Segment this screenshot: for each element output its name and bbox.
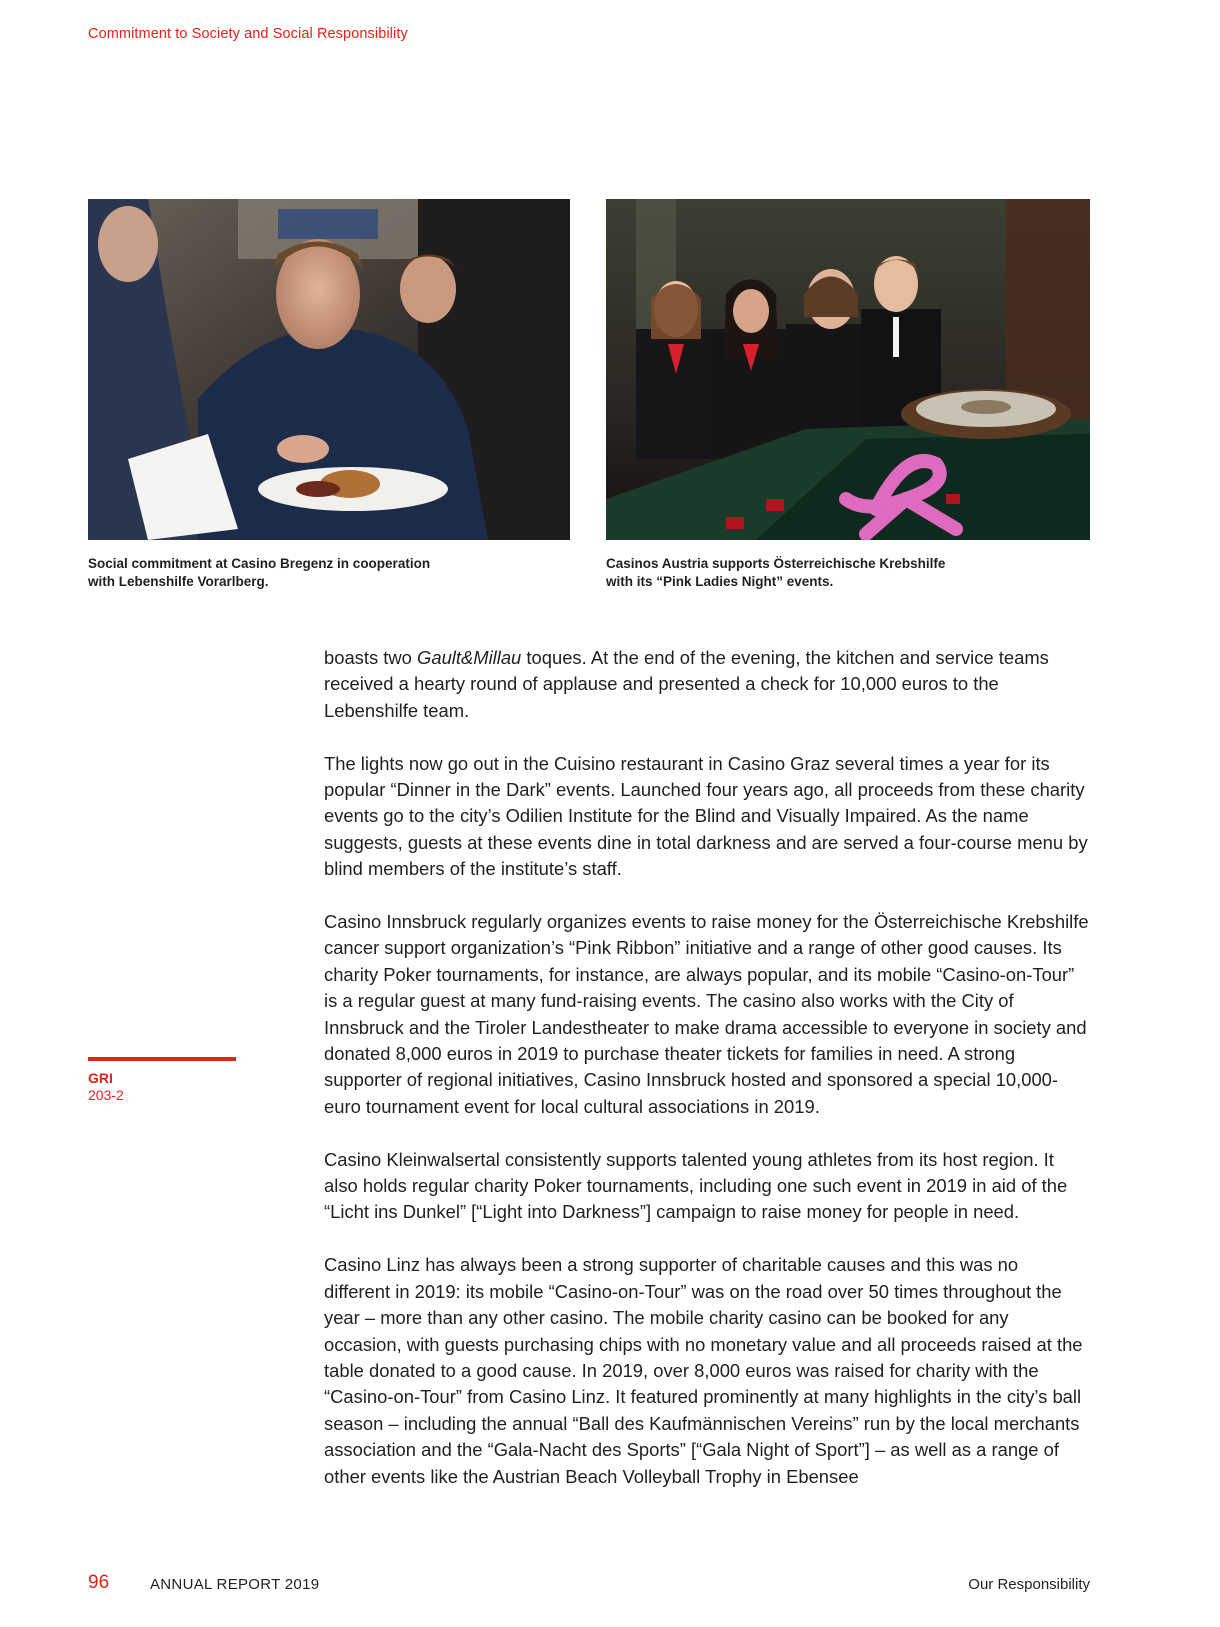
photo-caption-pink-ladies xyxy=(606,555,1006,591)
article-paragraph: Casino Kleinwalsertal consistently supports talented young athletes from its host region. It also holds regular charity Poker tournaments, including one such event in 2019 in aid of the “Licht ins Dunkel” [“Light into Darkness”] campaign to raise money for people in need. xyxy=(324,1148,1068,1223)
article-paragraph: Casino Linz has always been a strong supporter of charitable causes and this was no different in 2019: its mobile “Casino-on-Tour” was on the road over 50 times throughout the year – more than any other casino. The mobile charity casino can be booked for any occasion, with guests purchasing chips with no monetary value and all proceeds raised at the table donated to a good cause. In 2019, over 8,000 euros was raised for charity with the “Casino-on-Tour” from Casino Linz. It featured prominently at many highlights in the city’s ball season – including the annual “Ball des Kaufmännischen Vereins” run by the local merchants association and the “Gala-Nacht des Sports” [“Gala Night of Sport”] – as well as a range of other events like the Austrian Beach Volleyball Trophy in Ebensee xyxy=(324,1254,1083,1487)
running-head: Commitment to Society and Social Responsibility xyxy=(88,26,408,42)
report-name: ANNUAL REPORT 2019 xyxy=(150,1576,320,1593)
caption-line: with its “Pink Ladies Night” events. xyxy=(606,574,834,589)
section-name: Our Responsibility xyxy=(968,1576,1090,1593)
caption-line: Casinos Austria supports Österreichische Krebshilfe xyxy=(606,556,946,571)
gri-label: GRI xyxy=(88,1070,113,1086)
gri-code: 203-2 xyxy=(88,1087,124,1103)
gri-divider xyxy=(88,1057,236,1061)
article-body xyxy=(324,645,1089,1516)
article-paragraph xyxy=(324,645,1089,724)
paragraph-text: boasts two xyxy=(324,647,418,668)
photo-casino-bregenz xyxy=(88,199,570,540)
photo-pink-ladies-night xyxy=(606,199,1090,540)
page-number: 96 xyxy=(88,1572,110,1593)
article-paragraph: The lights now go out in the Cuisino restaurant in Casino Graz several times a year for its popular “Dinner in the Dark” events. Launched four years ago, all proceeds from these charity events go to the city’s Odilien Institute for the Blind and Visually Impaired. As the name suggests, guests at these events dine in total darkness and are served a four-course menu by blind members of the institute’s staff. xyxy=(324,752,1088,880)
caption-line: Social commitment at Casino Bregenz in cooperation xyxy=(88,556,431,571)
brand-name-italic: Gault&Millau xyxy=(417,647,522,668)
photo-caption-bregenz xyxy=(88,555,488,591)
paragraph-text: toques. At the end of the evening, the kitchen and service teams received a hearty round of applause and presented a check for 10,000 euros to the Lebenshilfe team. xyxy=(324,647,1049,721)
article-paragraph: Casino Innsbruck regularly organizes events to raise money for the Österreichische Krebshilfe cancer support organization’s “Pink Ribbon” initiative and a range of other good causes. Its charity Poker tournaments, for instance, are always popular, and its mobile “Casino-on-Tour” is a regular guest at many fund-raising events. The casino also works with the City of Innsbruck and the Tiroler Landestheater to make drama accessible to everyone in society and donated 8,000 euros in 2019 to purchase theater tickets for families in need. A strong supporter of regional initiatives, Casino Innsbruck hosted and sponsored a special 10,000-euro tournament event for local cultural associations in 2019. xyxy=(324,911,1089,1117)
caption-line: with Lebenshilfe Vorarlberg. xyxy=(88,574,269,589)
